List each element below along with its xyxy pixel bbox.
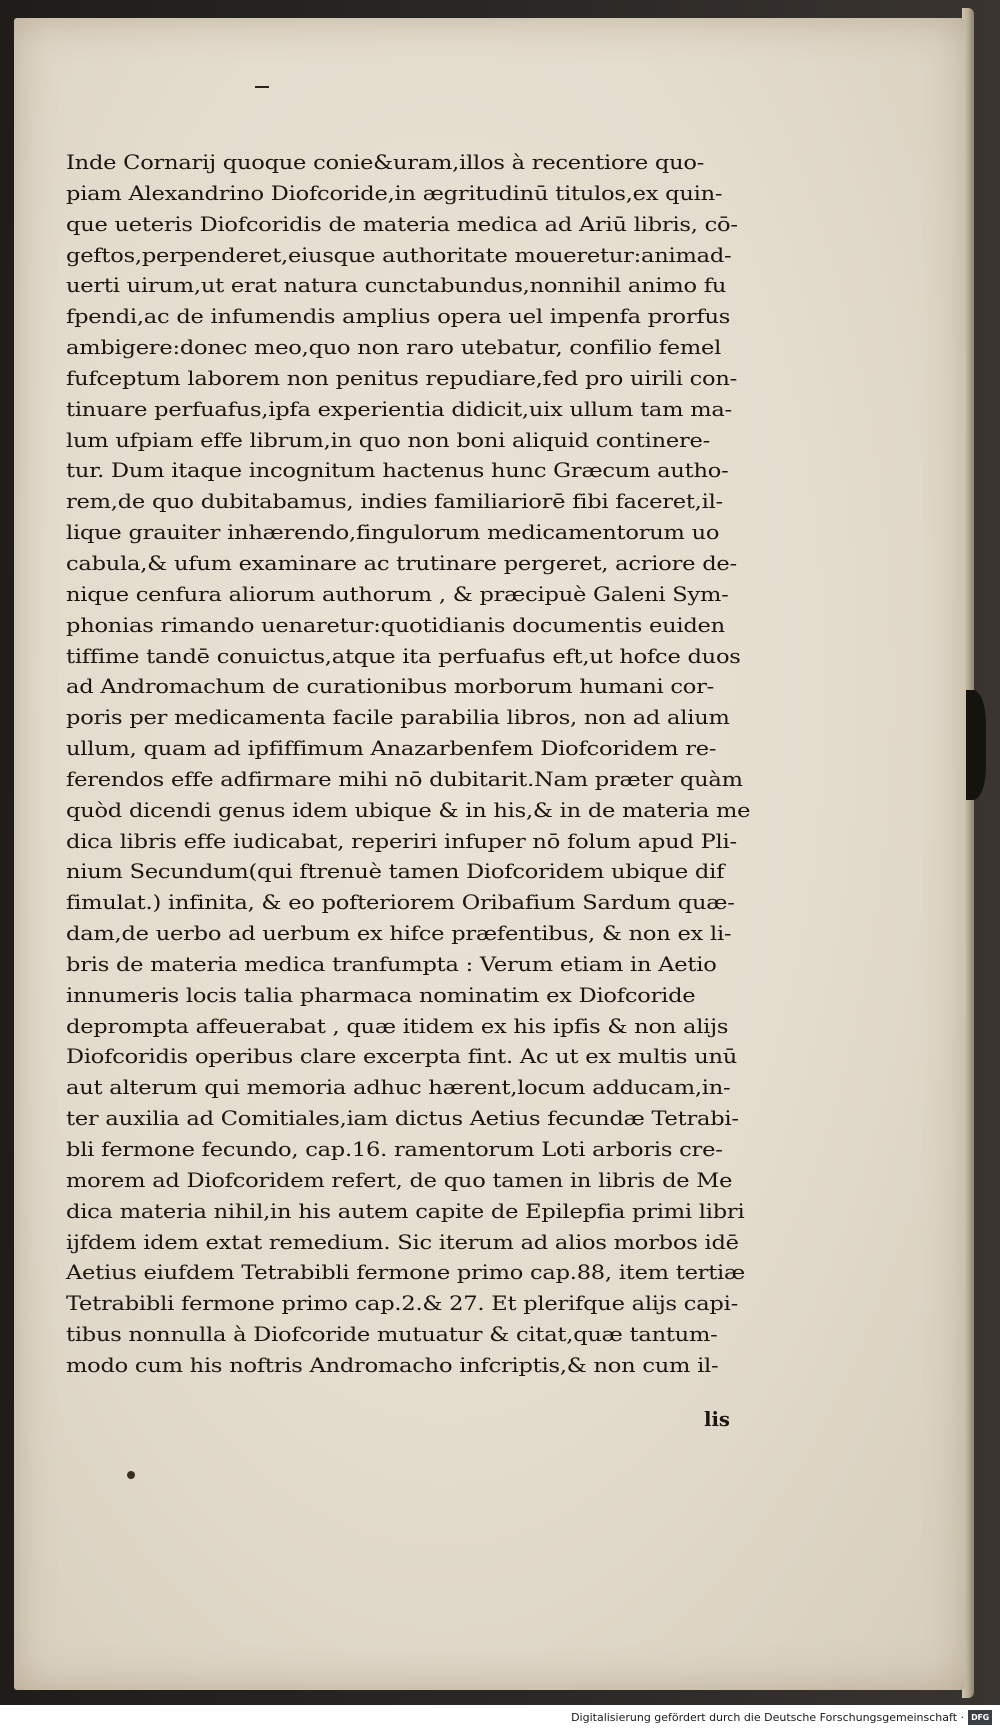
text-line: morem ad Diofcoridem refert, de quo tamen in libris de Me — [66, 1168, 733, 1192]
text-line: tur. Dum itaque incognitum hactenus hunc Græcum autho- — [66, 459, 729, 483]
text-line: lique grauiter inhærendo,fingulorum medicamentorum uo — [66, 521, 720, 545]
text-line: tinuare perfuafus,ipfa experientia didicit,uix ullum tam ma- — [66, 397, 732, 421]
text-line: geftos,perpenderet,eiusque authoritate moueretur:animad- — [66, 243, 732, 267]
text-line: dica libris effe iudicabat, reperiri infuper nō folum apud Pli- — [66, 829, 737, 853]
catchword: lis — [704, 1408, 730, 1431]
text-line: deprompta affeuerabat , quæ itidem ex his ipfis & non alijs — [66, 1014, 729, 1038]
text-line: fimulat.) infinita, & eo pofteriorem Oribafium Sardum quæ- — [66, 891, 735, 915]
text-line: fpendi,ac de infumendis amplius opera uel impenfa prorfus — [66, 305, 731, 329]
dfg-logo: DFG — [968, 1710, 992, 1725]
text-line: fufceptum laborem non penitus repudiare,fed pro uirili con- — [66, 366, 738, 390]
text-line: modo cum his noftris Andromacho infcriptis,& non cum il- — [66, 1353, 719, 1377]
text-line: ferendos effe adfirmare mihi nō dubitarit.Nam præter quàm — [66, 767, 743, 791]
text-line: uerti uirum,ut erat natura cunctabundus,nonnihil animo fu — [66, 274, 727, 298]
text-line: ambigere:donec meo,quo non raro utebatur, confilio femel — [66, 336, 722, 360]
ink-dot — [127, 1471, 135, 1479]
text-line: poris per medicamenta facile parabilia libros, non ad alium — [66, 706, 730, 730]
text-line: Diofcoridis operibus clare excerpta fint. Ac ut ex multis unū — [66, 1045, 738, 1069]
text-line: ter auxilia ad Comitiales,iam dictus Aetius fecundæ Tetrabi- — [66, 1107, 739, 1131]
text-line: lum ufpiam effe librum,in quo non boni aliquid continere- — [66, 428, 711, 452]
text-line: innumeris locis talia pharmaca nominatim ex Diofcoride — [66, 983, 696, 1007]
text-line: rem,de quo dubitabamus, indies familiariorē fibi faceret,il- — [66, 490, 723, 514]
text-line: Tetrabibli fermone primo cap.2.& 27. Et plerifque alijs capi- — [66, 1292, 738, 1316]
text-line: ad Andromachum de curationibus morborum humani cor- — [66, 675, 715, 699]
text-line: nique cenfura aliorum authorum , & præcipuè Galeni Sym- — [66, 582, 729, 606]
text-line: dica materia nihil,in his autem capite de Epilepfia primi libri — [66, 1199, 745, 1223]
page-text — [66, 148, 766, 1382]
text-line: Inde Cornarij quoque conie&uram,illos à recentiore quo- — [66, 151, 705, 174]
text-line: dam,de uerbo ad uerbum ex hifce præfentibus, & non ex li- — [66, 922, 732, 946]
page-mark — [255, 86, 269, 88]
text-line: phonias rimando uenaretur:quotidianis documentis euiden — [66, 613, 725, 637]
text-line: bris de materia medica tranfumpta : Verum etiam in Aetio — [66, 952, 717, 976]
text-line: piam Alexandrino Diofcoride,in ægritudinū titulos,ex quin- — [66, 181, 723, 205]
text-line: quòd dicendi genus idem ubique & in his,& in de materia me — [66, 798, 751, 822]
text-line: bli fermone fecundo, cap.16. ramentorum Loti arboris cre- — [66, 1138, 723, 1161]
text-line: ijfdem idem extat remedium. Sic iterum ad alios morbos idē — [66, 1230, 739, 1254]
text-line: tiffime tandē conuictus,atque ita perfuafus eft,ut hofce duos — [66, 644, 741, 668]
text-line: aut alterum qui memoria adhuc hærent,locum adducam,in- — [66, 1076, 731, 1100]
text-line: cabula,& ufum examinare ac trutinare pergeret, acriore de- — [66, 551, 737, 575]
text-line: tibus nonnulla à Diofcoride mutuatur & citat,quæ tantum- — [66, 1323, 718, 1347]
text-line: nium Secundum(qui ftrenuè tamen Diofcoridem ubique dif — [66, 860, 725, 884]
funding-credit: Digitalisierung gefördert durch die Deutsche Forschungsgemeinschaft · — [571, 1711, 964, 1724]
text-line: Aetius eiufdem Tetrabibli fermone primo cap.88, item tertiæ — [66, 1261, 745, 1285]
text-line: ullum, quam ad ipfiffimum Anazarbenfem Diofcoridem re- — [66, 737, 717, 761]
text-line: que ueteris Diofcoridis de materia medica ad Ariū libris, cō- — [66, 212, 738, 236]
